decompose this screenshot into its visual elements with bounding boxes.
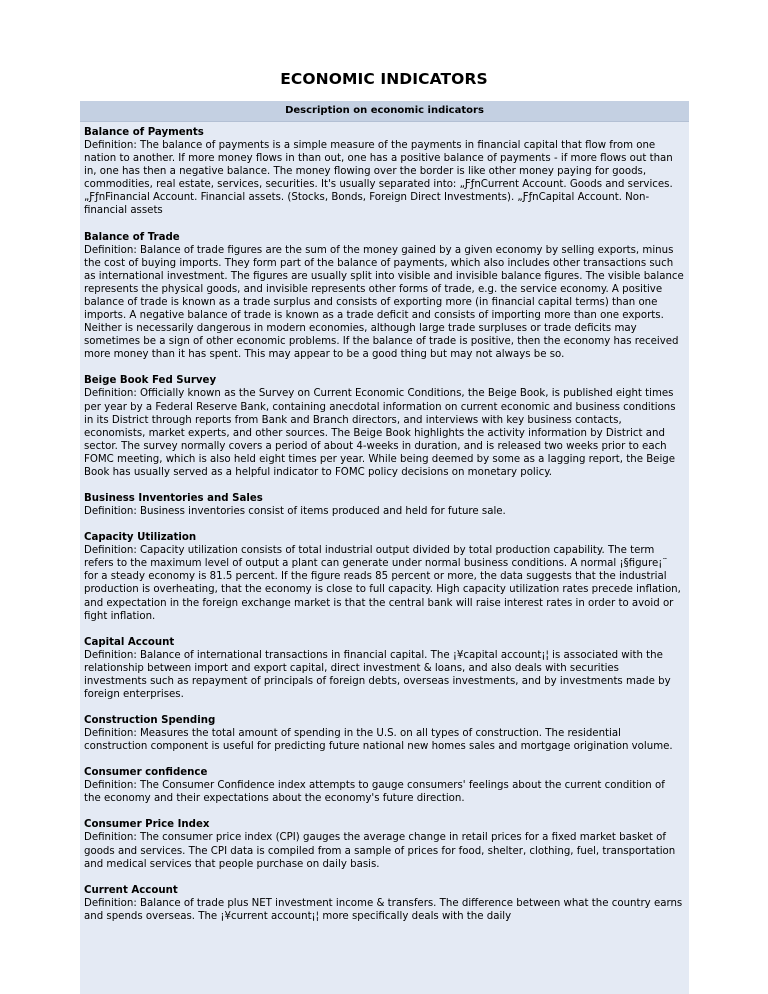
section-title: Beige Book Fed Survey	[84, 375, 217, 387]
section-body: Definition: Balance of international transactions in financial capital. The ¡¥capital account¡¦ is associated with the relationship between import and export capital, direct investment & loans, and also deals with securities investments such as repayment of principals of foreign debts, overseas investments, and by investments made by foreign enterprises.	[84, 649, 671, 700]
section-capital-account	[84, 636, 684, 701]
panel-header: Description on economic indicators	[80, 101, 689, 122]
section-body: Definition: Measures the total amount of spending in the U.S. on all types of construction. The residential construction component is useful for predicting future national new homes sales and mortgage origination volume.	[84, 728, 673, 753]
indicators-panel	[80, 101, 689, 994]
section-title: Business Inventories and Sales	[84, 493, 263, 505]
section-current-account	[84, 884, 684, 923]
section-title: Capital Account	[84, 636, 175, 648]
section-body: Definition: Business inventories consist of items produced and held for future sale.	[84, 506, 506, 518]
section-body: Definition: Capacity utilization consists of total industrial output divided by total production capability. The term refers to the maximum level of output a plant can generate under normal business conditions. A normal ¡§figure¡¨ for a steady economy is 81.5 percent. If the figure reads 85 percent or more, the data suggests that the industrial production is overheating, that the economy is close to full capacity. High capacity utilization rates precede inflation, and expectation in the foreign exchange market is that the central bank will raise interest rates in order to avoid or fight inflation.	[84, 545, 681, 622]
section-body: Definition: The Consumer Confidence index attempts to gauge consumers' feelings about the current condition of the economy and their expectations about the economy's future direction.	[84, 780, 665, 805]
page-title: ECONOMIC INDICATORS	[280, 70, 488, 88]
section-body: Definition: Officially known as the Survey on Current Economic Conditions, the Beige Book, is published eight times per year by a Federal Reserve Bank, containing anecdotal information on current economic and business conditions in its District through reports from Bank and Branch directors, and interviews with key business contacts, economists, market experts, and other sources. The Beige Book highlights the activity information by District and sector. The survey normally covers a period of about 4-weeks in duration, and is released two weeks prior to each FOMC meeting, which is also held eight times per year. While being deemed by some as a lagging report, the Beige Book has usually served as a helpful indicator to FOMC policy decisions on monetary policy.	[84, 388, 676, 478]
section-consumer-price-index	[84, 818, 684, 870]
section-business-inventories	[84, 492, 684, 518]
section-body: Definition: Balance of trade plus NET investment income & transfers. The difference between what the country earns and spends overseas. The ¡¥current account¡¦ more specifically deals with the daily	[84, 897, 683, 922]
section-balance-of-payments	[84, 126, 684, 218]
section-balance-of-trade	[84, 231, 684, 362]
section-title: Consumer Price Index	[84, 819, 210, 831]
section-list	[80, 122, 689, 923]
section-title: Capacity Utilization	[84, 532, 197, 544]
section-construction-spending	[84, 714, 684, 753]
section-title: Balance of Trade	[84, 231, 180, 243]
section-title: Construction Spending	[84, 715, 216, 727]
section-beige-book	[84, 374, 684, 479]
section-title: Consumer confidence	[84, 767, 208, 779]
section-title: Balance of Payments	[84, 127, 204, 138]
section-consumer-confidence	[84, 766, 684, 805]
section-capacity-utilization	[84, 531, 684, 623]
section-body: Definition: The balance of payments is a simple measure of the payments in financial capital that flow from one nation to another. If more money flows in than out, one has a positive balance of payments - if more flows out than in, one has then a negative balance. The money flowing over the border is like other money paying for goods, commodities, real estate, services, securities. It's usually separated into: „ƑƒnCurrent Account. Goods and services. „ƑƒnFinancial Account. Financial assets. (Stocks, Bonds, Foreign Direct Investments). „ƑƒnCapital Account. Non-financial assets	[84, 140, 673, 217]
section-title: Current Account	[84, 884, 178, 896]
section-body: Definition: The consumer price index (CPI) gauges the average change in retail prices for a fixed market basket of goods and services. The CPI data is compiled from a sample of prices for food, shelter, clothing, fuel, transportation and medical services that people purchase on daily basis.	[84, 832, 676, 870]
section-body: Definition: Balance of trade figures are the sum of the money gained by a given economy by selling exports, minus the cost of buying imports. They form part of the balance of payments, which also includes other transactions such as international investment. The figures are usually split into visible and invisible balance figures. The visible balance represents the physical goods, and invisible represents other forms of trade, e.g. the service economy. A positive balance of trade is known as a trade surplus and consists of exporting more (in financial capital terms) than one imports. A negative balance of trade is known as a trade deficit and consists of importing more than one exports. Neither is necessarily dangerous in modern economies, although large trade surpluses or trade deficits may sometimes be a sign of other economic problems. If the balance of trade is positive, then the economy has received more money than it has spent. This may appear to be a good thing but may not always be so.	[84, 244, 684, 361]
